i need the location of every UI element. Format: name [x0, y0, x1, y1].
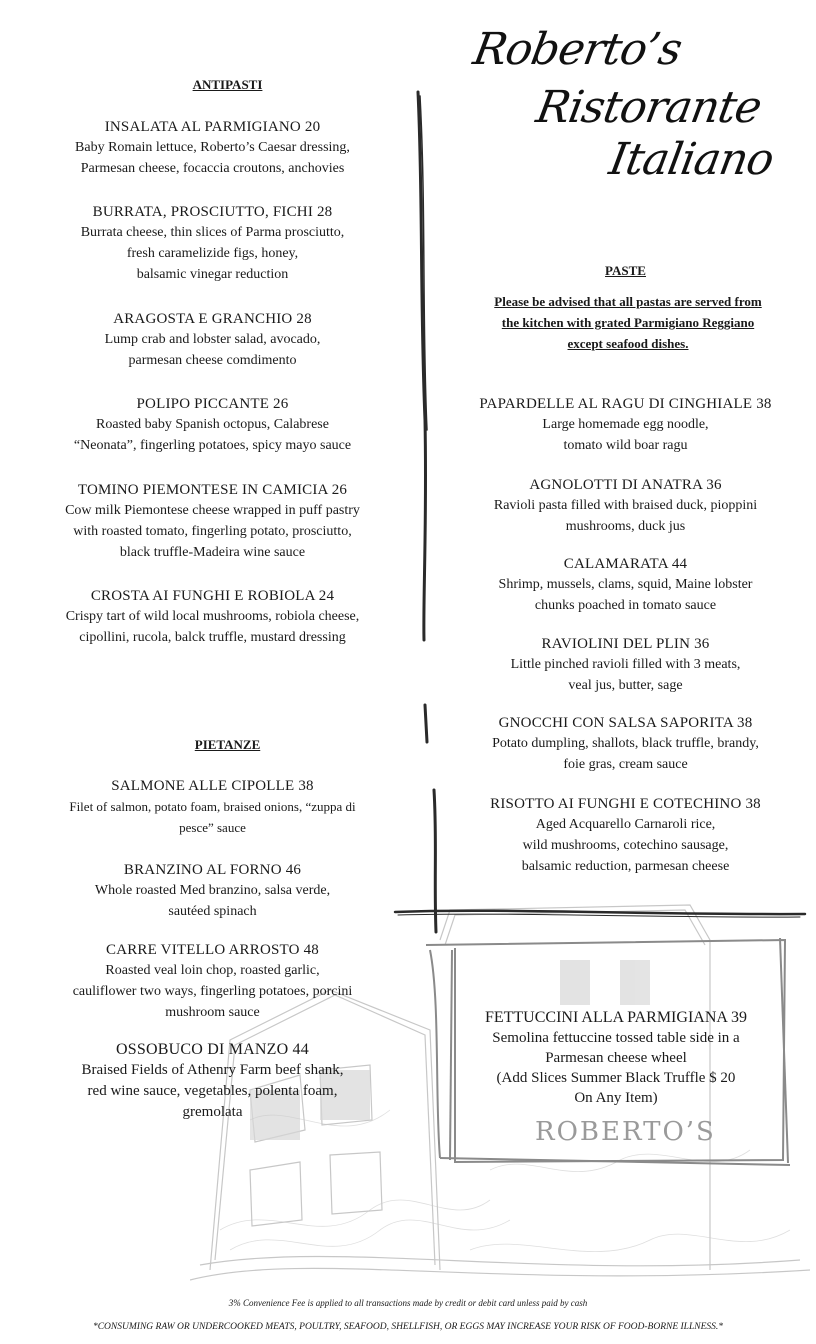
item-desc: red wine sauce, vegetables, polenta foam, — [87, 1083, 338, 1099]
paste-item-6 — [448, 794, 803, 877]
notice-line: Please be advised that all pastas are served from — [494, 294, 762, 309]
pietanze-heading: PIETANZE — [194, 737, 261, 752]
item-desc: tomato wild boar ragu — [563, 438, 688, 453]
item-desc: Baby Romain lettuce, Roberto’s Caesar dressing, — [75, 140, 350, 155]
item-desc: Little pinched ravioli filled with 3 meats, — [510, 657, 741, 672]
feature-desc: Semolina fettuccine tossed table side in a — [492, 1030, 740, 1046]
paste-notice — [458, 291, 798, 354]
food-safety-warning: *CONSUMING RAW OR UNDERCOOKED MEATS, POULTRY, SEAFOOD, SHELLFISH, OR EGGS MAY INCREASE YOUR RISK OF FOOD-BORNE ILLNESS.* — [92, 1322, 724, 1332]
sketch-sign-text: ROBERTO’S — [535, 1117, 716, 1147]
item-name: CARRE VITELLO ARROSTO 48 — [105, 942, 319, 958]
title-line-3: Italiano — [605, 134, 778, 185]
notice-line: the kitchen with grated Parmigiano Reggiano — [501, 315, 755, 330]
item-desc: Roasted veal loin chop, roasted garlic, — [105, 963, 320, 978]
item-desc: Braised Fields of Athenry Farm beef shank, — [81, 1062, 344, 1078]
item-desc: Roasted baby Spanish octopus, Calabrese — [96, 417, 329, 432]
antipasti-item-6 — [25, 586, 400, 648]
item-desc: foie gras, cream sauce — [563, 757, 688, 772]
item-name: SALMONE ALLE CIPOLLE 38 — [111, 778, 314, 794]
item-desc: wild mushrooms, cotechino sausage, — [522, 838, 729, 853]
item-desc: Shrimp, mussels, clams, squid, Maine lobster — [498, 577, 753, 592]
item-desc: Burrata cheese, thin slices of Parma prosciutto, — [80, 225, 345, 240]
item-desc: Cow milk Piemontese cheese wrapped in puff pastry — [65, 503, 360, 518]
item-desc: gremolata — [182, 1104, 243, 1120]
item-name: ARAGOSTA E GRANCHIO 28 — [113, 311, 312, 327]
featured-dish — [455, 1008, 777, 1108]
item-desc: Ravioli pasta filled with braised duck, pioppini — [493, 498, 758, 513]
antipasti-item-2 — [25, 202, 400, 285]
item-desc: black truffle-Madeira wine sauce — [119, 545, 306, 560]
item-name: GNOCCHI CON SALSA SAPORITA 38 — [498, 715, 753, 731]
item-desc: Parmesan cheese, focaccia croutons, anchovies — [80, 161, 345, 176]
item-name: INSALATA AL PARMIGIANO 20 — [104, 119, 321, 135]
item-name: CROSTA AI FUNGHI E ROBIOLA 24 — [90, 588, 335, 604]
feature-desc: (Add Slices Summer Black Truffle $ 20 — [496, 1070, 736, 1086]
item-name: BURRATA, PROSCIUTTO, FICHI 28 — [92, 204, 333, 220]
item-name: TOMINO PIEMONTESE IN CAMICIA 26 — [77, 482, 348, 498]
item-desc: Aged Acquarello Carnaroli rice, — [535, 817, 716, 832]
pietanze-item-1 — [25, 776, 400, 838]
item-desc: sautéed spinach — [168, 904, 257, 919]
item-desc: balsamic vinegar reduction — [136, 267, 289, 282]
item-desc: parmesan cheese comdimento — [128, 353, 297, 368]
item-desc: Whole roasted Med branzino, salsa verde, — [94, 883, 331, 898]
title-line-1: Roberto’s — [469, 24, 686, 75]
title-line-2: Ristorante — [532, 82, 765, 133]
pietanze-item-3 — [25, 940, 400, 1023]
item-desc: pesce” sauce — [179, 820, 246, 835]
item-desc: veal jus, butter, sage — [568, 678, 683, 693]
item-desc: Crispy tart of wild local mushrooms, robiola cheese, — [65, 609, 360, 624]
item-name: CALAMARATA 44 — [563, 556, 688, 572]
convenience-fee-note: 3% Convenience Fee is applied to all transactions made by credit or debit card unless paid by cash — [228, 1298, 588, 1308]
paste-item-1 — [448, 394, 803, 456]
item-desc: Lump crab and lobster salad, avocado, — [104, 332, 321, 347]
antipasti-item-3 — [25, 309, 400, 371]
feature-desc: On Any Item) — [574, 1090, 658, 1106]
item-name: BRANZINO AL FORNO 46 — [123, 862, 302, 878]
pietanze-item-4 — [25, 1040, 400, 1123]
item-name: OSSOBUCO DI MANZO 44 — [116, 1041, 309, 1058]
paste-item-3 — [448, 554, 803, 616]
item-desc: with roasted tomato, fingerling potato, prosciutto, — [73, 524, 352, 539]
item-desc: fresh caramelizide figs, honey, — [126, 246, 299, 261]
feature-name: FETTUCCINI ALLA PARMIGIANA 39 — [484, 1009, 748, 1026]
pietanze-item-2 — [25, 860, 400, 922]
item-desc: balsamic reduction, parmesan cheese — [521, 859, 730, 874]
item-desc: mushroom sauce — [165, 1005, 260, 1020]
item-desc: mushrooms, duck jus — [565, 519, 686, 534]
item-desc: Potato dumpling, shallots, black truffle, brandy, — [492, 736, 759, 751]
item-desc: Large homemade egg noodle, — [542, 417, 709, 432]
paste-item-2 — [448, 475, 803, 537]
antipasti-heading: ANTIPASTI — [192, 77, 263, 92]
antipasti-item-1 — [25, 117, 400, 179]
item-name: RISOTTO AI FUNGHI E COTECHINO 38 — [490, 796, 761, 812]
item-desc: Filet of salmon, potato foam, braised onions, “zuppa di — [69, 799, 356, 814]
feature-desc: Parmesan cheese wheel — [545, 1050, 687, 1066]
notice-line: except seafood dishes. — [567, 336, 689, 351]
item-desc: “Neonata”, fingerling potatoes, spicy mayo sauce — [73, 438, 352, 453]
item-name: RAVIOLINI DEL PLIN 36 — [541, 636, 710, 652]
item-name: POLIPO PICCANTE 26 — [136, 396, 289, 412]
item-desc: cipollini, rucola, balck truffle, mustard dressing — [79, 630, 346, 645]
item-desc: cauliflower two ways, fingerling potatoes, porcini — [72, 984, 353, 999]
item-name: AGNOLOTTI DI ANATRA 36 — [529, 477, 722, 493]
item-name: PAPARDELLE AL RAGU DI CINGHIALE 38 — [479, 396, 772, 412]
item-desc: chunks poached in tomato sauce — [534, 598, 717, 613]
paste-item-4 — [448, 634, 803, 696]
paste-item-5 — [448, 713, 803, 775]
paste-heading: PASTE — [605, 263, 646, 278]
antipasti-item-5 — [25, 480, 400, 563]
antipasti-item-4 — [25, 394, 400, 456]
